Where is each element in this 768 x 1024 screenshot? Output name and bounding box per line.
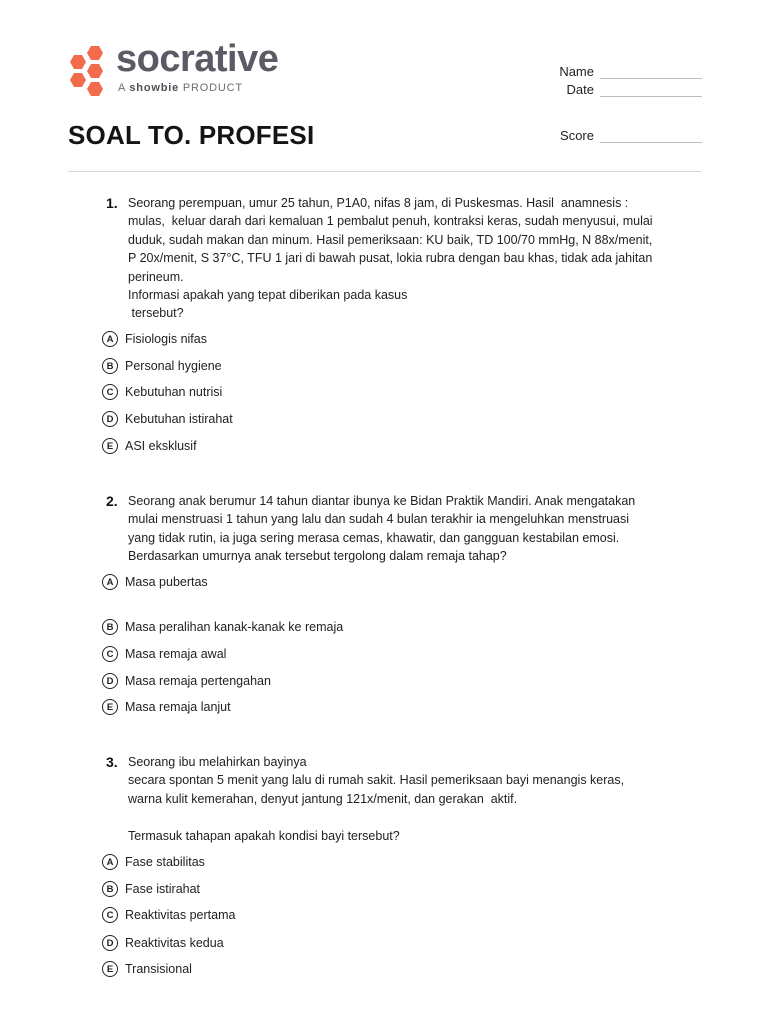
q3-option-a[interactable] xyxy=(102,854,205,870)
name-label: Name xyxy=(559,64,594,79)
q2-option-a[interactable] xyxy=(102,574,208,590)
q1-option-c[interactable] xyxy=(102,384,222,400)
q2-option-c[interactable] xyxy=(102,646,226,662)
option-bubble[interactable]: B xyxy=(102,358,118,374)
option-text: Reaktivitas kedua xyxy=(125,936,224,950)
q1-option-e[interactable] xyxy=(102,438,197,454)
option-text: Reaktivitas pertama xyxy=(125,908,236,922)
score-line[interactable] xyxy=(600,132,702,143)
score-label: Score xyxy=(560,128,594,143)
question-text: Seorang perempuan, umur 25 tahun, P1A0, nifas 8 jam, di Puskesmas. Hasil anamnesis : mulas, keluar darah dari kemaluan 1 pembalut penuh, kontraksi keras, sudah menyusui, mulai duduk, sudah makan dan minum. Hasil pemeriksaan: KU baik, TD 100/70 mmHg, N 88x/menit, P 20x/menit, S 37°C, TFU 1 jari di bawah pusat, lokia rubra dengan bau khas, tidak ada jahitan perineum. Informasi apakah yang tepat diberikan pada kasus tersebut? xyxy=(128,196,653,321)
option-bubble[interactable]: D xyxy=(102,411,118,427)
date-label: Date xyxy=(566,82,594,97)
brand-name: socrative xyxy=(116,38,279,80)
question-3 xyxy=(100,753,700,845)
name-field xyxy=(534,64,702,79)
option-text: Kebutuhan istirahat xyxy=(125,412,233,426)
q2-option-e[interactable] xyxy=(102,699,231,715)
socrative-logo xyxy=(66,38,296,98)
question-number: 3. xyxy=(106,754,118,770)
option-bubble[interactable]: A xyxy=(102,854,118,870)
q1-option-d[interactable] xyxy=(102,411,233,427)
q3-option-e[interactable] xyxy=(102,961,192,977)
option-text: Kebutuhan nutrisi xyxy=(125,385,223,399)
option-text: Masa remaja awal xyxy=(125,647,227,661)
q3-option-b[interactable] xyxy=(102,881,200,897)
option-text: Personal hygiene xyxy=(125,359,222,373)
question-text: Seorang ibu melahirkan bayinya secara spontan 5 menit yang lalu di rumah sakit. Hasil pemeriksaan bayi menangis keras, warna kulit kemerahan, denyut jantung 121x/menit, dan gerakan aktif. Termasuk tahapan apakah kondisi bayi tersebut? xyxy=(128,755,625,843)
question-number: 2. xyxy=(106,493,118,509)
option-bubble[interactable]: A xyxy=(102,331,118,347)
option-bubble[interactable]: C xyxy=(102,646,118,662)
option-bubble[interactable]: B xyxy=(102,619,118,635)
date-line[interactable] xyxy=(600,86,702,97)
name-line[interactable] xyxy=(600,68,702,79)
option-text: Masa remaja lanjut xyxy=(125,700,231,714)
option-bubble[interactable]: D xyxy=(102,673,118,689)
option-bubble[interactable]: B xyxy=(102,881,118,897)
question-1 xyxy=(100,194,700,323)
option-bubble[interactable]: C xyxy=(102,384,118,400)
q1-option-b[interactable] xyxy=(102,358,222,374)
option-text: Masa peralihan kanak-kanak ke remaja xyxy=(125,620,344,634)
option-text: ASI eksklusif xyxy=(125,439,197,453)
option-text: Masa pubertas xyxy=(125,575,208,589)
question-number: 1. xyxy=(106,195,118,211)
question-2 xyxy=(100,492,700,566)
q1-option-a[interactable] xyxy=(102,331,207,347)
date-field xyxy=(534,82,702,97)
hexagon-logo-icon xyxy=(66,44,106,96)
option-text: Fisiologis nifas xyxy=(125,332,207,346)
option-text: Transisional xyxy=(125,962,192,976)
option-text: Masa remaja pertengahan xyxy=(125,674,271,688)
option-bubble[interactable]: E xyxy=(102,699,118,715)
option-text: Fase istirahat xyxy=(125,882,201,896)
question-text: Seorang anak berumur 14 tahun diantar ibunya ke Bidan Praktik Mandiri. Anak mengatakan mulai menstruasi 1 tahun yang lalu dan sudah 4 bulan terakhir ia mengeluhkan menstruasi yang tidak rutin, ia juga sering merasa cemas, khawatir, dan gangguan kestabilan emosi. Berdasarkan umurnya anak tersebut tergolong dalam remaja tahap? xyxy=(128,494,636,564)
option-bubble[interactable]: A xyxy=(102,574,118,590)
option-bubble[interactable]: E xyxy=(102,961,118,977)
option-text: Fase stabilitas xyxy=(125,855,205,869)
q3-option-c[interactable] xyxy=(102,907,235,923)
page-title: SOAL TO. PROFESI xyxy=(68,120,315,150)
tagline: A showbie PRODUCT xyxy=(118,82,243,94)
q3-option-d[interactable] xyxy=(102,935,224,951)
score-field xyxy=(534,128,702,143)
header-divider xyxy=(68,171,701,172)
q2-option-d[interactable] xyxy=(102,673,271,689)
option-bubble[interactable]: C xyxy=(102,907,118,923)
option-bubble[interactable]: E xyxy=(102,438,118,454)
option-bubble[interactable]: D xyxy=(102,935,118,951)
q2-option-b[interactable] xyxy=(102,619,343,635)
